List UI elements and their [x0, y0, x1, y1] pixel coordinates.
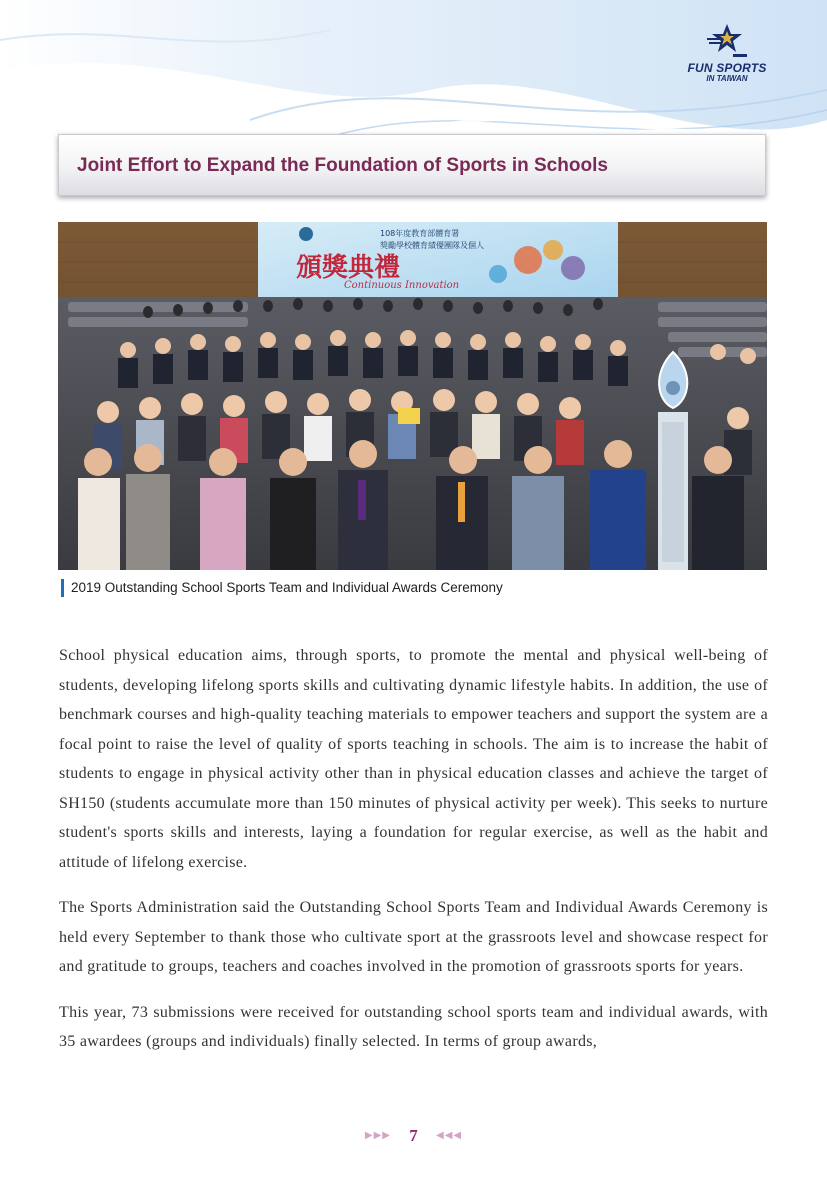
ceremony-photo-illustration — [58, 222, 767, 570]
section-title-box — [58, 134, 766, 196]
logo-subtitle: IN TAIWAN — [706, 74, 748, 83]
page-number: 7 — [409, 1126, 418, 1146]
photo-caption: 2019 Outstanding School Sports Team and Individual Awards Ceremony — [61, 579, 503, 597]
banner-subtitle: Continuous Innovation — [344, 280, 460, 291]
trophy-pillar — [658, 352, 688, 570]
fun-sports-logo — [685, 22, 769, 92]
footer-right-arrows: ◀◀◀ — [436, 1130, 463, 1142]
page-title: Joint Effort to Expand the Foundation of Sports in Schools — [77, 155, 608, 176]
page-footer — [0, 1124, 827, 1147]
paragraph: The Sports Administration said the Outstanding School Sports Team and Individual Awards Ceremony is held every September to thank those who cultivate sport at the grassroots level and showcase respect for and gratitude to groups, teachers and coaches involved in the promotion of grassroots sports for years. — [59, 899, 768, 975]
banner-line-2: 獎勵學校體育績優團隊及個人 — [380, 241, 484, 250]
paragraph: This year, 73 submissions were received for outstanding school sports team and individual awards, with 35 awardees (groups and individuals) finally selected. In terms of group awards, — [59, 1003, 768, 1050]
paragraph: School physical education aims, through sports, to promote the mental and physical well-being of students, developing lifelong sports skills and cultivating dynamic lifestyle habits. In addition, the use of benchmark courses and high-quality teaching materials to empower teachers and support the system are a focal point to raise the level of quality of sports teaching in schools. The aim is to increase the habit of students to engage in physical activity other than in physical education classes and achieve the target of SH150 (students accumulate more than 150 minutes of physical activity per week). This seeks to nurture student's sports skills and interests, laying a foundation for regular exercise, as well as the habit and attitude of lifelong exercise. — [59, 647, 768, 871]
ceremony-photo — [58, 222, 767, 570]
footer-left-arrows: ▶▶▶ — [364, 1130, 391, 1142]
article-body — [59, 641, 768, 1073]
logo-title: FUN SPORTS — [687, 61, 767, 75]
banner-main: 頒獎典禮 — [296, 253, 401, 283]
banner-line-1: 108年度教育部體育署 — [380, 229, 460, 238]
runner-star-icon — [705, 22, 749, 60]
